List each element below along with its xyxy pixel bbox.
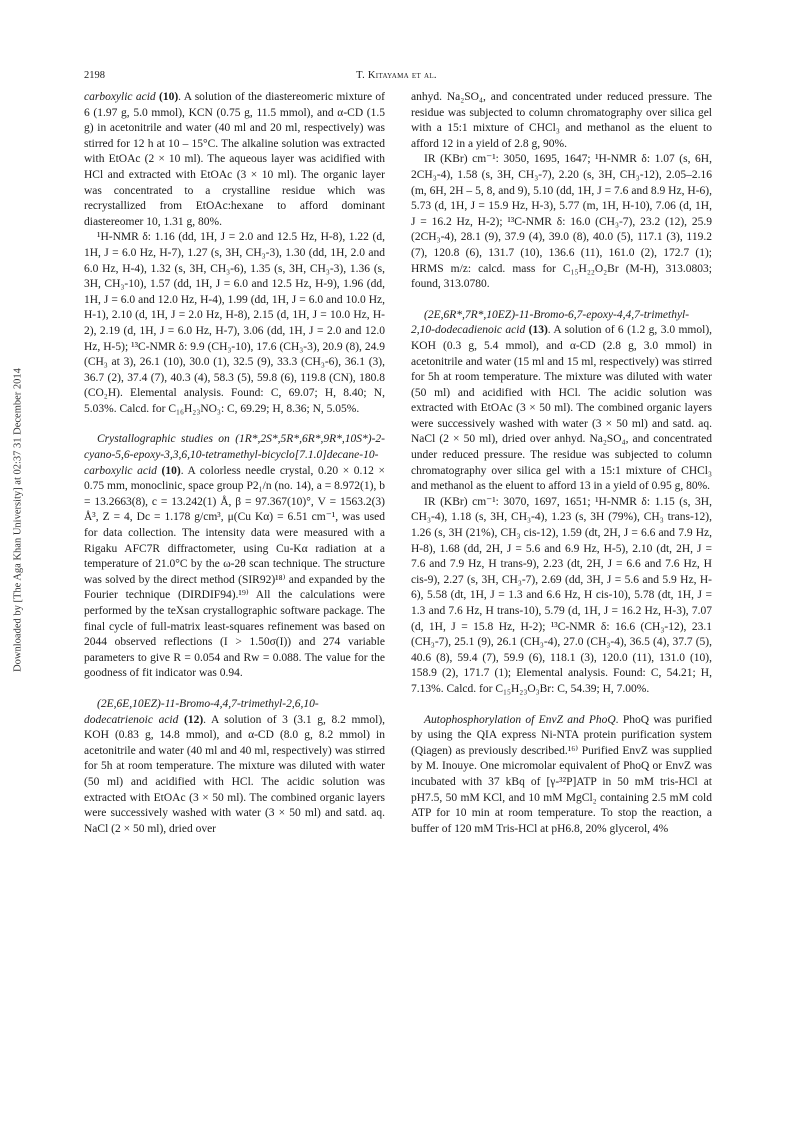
compound-heading: carboxylic acid <box>84 91 156 103</box>
running-head: T. Kitayama et al. <box>356 70 437 81</box>
paragraph-acid-12-spectra: IR (KBr) cm⁻¹: 3050, 1695, 1647; ¹H-NMR δ: 1.07 (s, 6H, 2CH₃-4), 1.58 (s, 3H, CH₃-7), 2.20 (s, 3H, CH₃-12), 2.05–2.16 (m, 6H, 2H – 5, 8, and 9), 5.10 (dd, 1H, J = 7.6 and 8.9 Hz, H-6), 5.73 (d, 1H, J = 15.9 Hz, H-3), 5.77 (m, 1H, H-10), 7.06 (d, 1H, J = 16.2 Hz, H-2); ¹³C-NMR δ: 16.0 (CH₃-7), 23.2 (12), 25.9 (2CH₃-4), 28.1 (9), 37.9 (4), 39.0 (8), 40.0 (5), 117.1 (3), 119.2 (7), 120.8 (6), 131.7 (10), 136.6 (11), 161.0 (2), 172.7 (1); HRMS m/z: calcd. mass for C₁₅H₂₂O₂Br (M-H), 313.0803; found, 313.0780. <box>411 153 712 291</box>
compound-number: (13) <box>528 324 548 337</box>
paragraph-acid-10-prep <box>84 90 385 230</box>
paragraph-text: . PhoQ was purified by using the QIA express Ni-NTA protein purification system (Qiagen) as previously described.¹⁶⁾ Purified EnvZ was supplied by M. Inouye. One micromolar equivalent of PhoQ or EnvZ was incubated with 37 kBq of [γ-³²P]ATP in 50 mM tris-HCl at pH7.5, 50 mM KCl, and 10 mM MgCl₂ containing 2.5 mM cold ATP for 10 min at room temperature. To stop the reaction, a buffer of 120 mM Tris-HCl at pH6.8, 20% glycerol, 4% <box>411 713 712 835</box>
download-note: Downloaded by [The Aga Khan University] at 02:37 31 December 2014 <box>12 368 24 672</box>
paragraph-text: . A solution of 3 (3.1 g, 8.2 mmol), KOH (0.83 g, 14.8 mmol), and α-CD (8.0 g, 8.2 mmol) in acetonitrile and water (40 ml and 40 ml, respectively) was stirred for 5h at room temperature. The mixture was diluted with water (50 ml) and acidified with HCl. The acidic solution was extracted with EtOAc (3 × 50 ml). The combined organic layers were successively washed with water (3 × 50 ml) and satd. aq. NaCl (2 × 50 ml), dried over <box>84 713 386 835</box>
page-header <box>84 70 709 86</box>
paragraph-acid-13-spectra: IR (KBr) cm⁻¹: 3070, 1697, 1651; ¹H-NMR δ: 1.15 (s, 3H, CH₃-4), 1.18 (s, 3H, CH₃-4), 1.23 (s, 3H (79%), CH₃ trans-12), 1.26 (s, 3H (21%), CH₃ cis-12), 1.59 (dt, 2H, J = 6.6 and 7.9 Hz, H-8), 1.68 (dd, 2H, J = 5.6 and 6.9 Hz, H-5), 2.10 (dt, 2H, J = 7.6 and 7.9 Hz, H trans-9), 2.23 (dt, 2H, J = 6.6 and 7.6 Hz, H cis-9), 2.27 (s, 3H, CH₃-7), 2.69 (dd, 3H, J = 5.6 and 5.9 Hz, H-6), 5.58 (dt, 1H, J = 1.3 and 6.6 Hz, H cis-10), 5.78 (dt, 1H, J = 1.3 and 7.6 Hz, H trans-10), 5.79 (d, 1H, J = 16.2 Hz, H-3), 7.07 (d, 1H, J = 15.8 Hz, H-2); ¹³C-NMR δ: 16.6 (CH₃-12), 23.1 (CH₃-7), 25.1 (9), 26.1 (CH₃-4), 27.0 (CH₃-4), 36.5 (4), 37.7 (5), 40.6 (8), 59.4 (7), 59.9 (6), 118.1 (3), 120.0 (11), 131.0 (10), 158.9 (2), 171.7 (1); Elemental analysis. Found: C, 54.21; H, 7.13%. Calcd. for C₁₅H₂₃O₃Br: C, 54.39; H, 7.00%. <box>411 495 712 695</box>
compound-number: (10) <box>161 464 181 477</box>
compound-number: (10) <box>158 91 179 103</box>
paragraph-acid-13-prep <box>411 308 712 495</box>
compound-heading: (2E,6E,10EZ)-11-Bromo-4,4,7-trimethyl-2,6,10-dodecatrienoic acid <box>84 697 319 726</box>
paragraph-acid-12-prep <box>84 697 385 837</box>
paragraph-text: . A solution of the diastereomeric mixture of 6 (1.97 g, 5.0 mmol), KCN (0.75 g, 11.5 mmol), and α-CD (1.5 g) in acetonitrile and water (40 ml and 20 ml, respectively) was stirred for 12 h at 10 – 15°C. The alkaline solution was extracted with EtOAc (2 × 10 ml). The aqueous layer was acidified with HCl and extracted with EtOAc (3 × 10 ml). The organic layer was concentrated to a crystalline residue which was recrystallized from EtOAc:hexane to afford dominant diastereomer 10, 1.31 g, 80%. <box>84 91 386 228</box>
download-watermark <box>6 120 30 920</box>
compound-heading: (2E,6R*,7R*,10EZ)-11-Bromo-6,7-epoxy-4,4,7-trimethyl-2,10-dodecadienoic acid <box>411 308 690 337</box>
paragraph-crystallography <box>84 432 385 682</box>
paragraph-text: . A colorless needle crystal, 0.20 × 0.12 × 0.75 mm, monoclinic, space group P2₁/n (no. 14), a = 8.972(1), b = 13.2663(8), c = 13.242(1) Å, β = 97.367(10)°, V = 1563.2(3) Å³, Z = 4, Dc = 1.178 g/cm³, μ(Cu Kα) = 6.51 cm⁻¹, was used for data collection. The intensity data were measured with a Rigaku AFC7R diffractometer, using Cu-Kα radiation at a temperature of 21.0°C by the ω-2θ scan technique. The structure was solved by the direct method (SIR92)¹⁸⁾ and expanded by the Fourier technique (DIRDIF94).¹⁹⁾ All the calculations were performed by the teXsan crystallographic software package. The final cycle of full-matrix least-squares refinement was based on 2044 observed reflections (I > 1.50σ(I)) and 274 variable parameters to give R = 0.054 and Rw = 0.088. The value for the goodness of fit indicator was 0.94. <box>84 464 385 680</box>
left-column <box>84 90 385 837</box>
page-number: 2198 <box>84 70 105 81</box>
paragraph-autophosphorylation <box>411 713 712 838</box>
paragraph-acid-12-workup: anhyd. Na₂SO₄, and concentrated under reduced pressure. The residue was subjected to column chromatography over silica gel with a 15:1 mixture of CHCl₃ and methanol as the eluent to afford 12 in a yield of 2.8 g, 90%. <box>411 91 712 150</box>
right-column <box>411 90 712 837</box>
paragraph-text: . A solution of 6 (1.2 g, 3.0 mmol), KOH (0.3 g, 5.4 mmol), and α-CD (2.8 g, 3.0 mmol) in acetonitrile and water (15 ml and 15 ml, respectively) was stirred for 5h at room temperature. The mixture was diluted with water (50 ml) and acidified with HCl. The acidic solution was extracted with EtOAc (3 × 50 ml). The combined organic layers were successively washed with water (3 × 50 ml) and satd. aq. NaCl (2 × 50 ml), dried over anhyd. Na₂SO₄, and concentrated under reduced pressure. The residue was subjected to column chromatography over silica gel with a 15:1 mixture of CHCl₃ and methanol as the eluent to afford 13 in a yield of 0.95 g, 80%. <box>411 324 713 493</box>
section-heading: Autophosphorylation of EnvZ and PhoQ <box>424 713 616 726</box>
compound-number: (12) <box>184 713 204 726</box>
paragraph-acid-10-nmr: ¹H-NMR δ: 1.16 (dd, 1H, J = 2.0 and 12.5 Hz, H-8), 1.22 (d, 1H, J = 6.0 Hz, H-7), 1.27 (s, 3H, CH₃-3), 1.30 (dd, 1H, 2.0 and 6.0 Hz, H-4), 1.32 (s, 3H, CH₃-6), 1.35 (s, 3H, CH₃-3), 1.36 (s, 3H, CH₃-10), 1.57 (dd, 1H, J = 6.0 and 12.5 Hz, H-9), 1.96 (dd, 1H, J = 6.0 and 12.0 Hz, H-4), 1.99 (dd, 1H, J = 6.0 and 10.0 Hz, H-1), 2.10 (d, 1H, J = 2.0 Hz, H-8), 2.15 (d, 1H, J = 10.0 Hz, H-2), 2.19 (d, 1H, J = 6.0 Hz, H-7), 3.06 (dd, 1H, J = 2.0 and 12.0 Hz, H-5); ¹³C-NMR δ: 9.9 (CH₃-10), 17.6 (CH₃-3), 20.9 (8), 24.9 (CH₃ at 3), 26.1 (10), 30.0 (1), 32.5 (9), 33.3 (CH₃-6), 36.1 (3), 36.7 (2), 37.4 (7), 40.3 (4), 58.3 (5), 59.8 (6), 119.8 (CN), 180.8 (CO₂H). Elemental analysis. Found: C, 69.07; H, 8.40; N, 5.03%. Calcd. for C₁₆H₂₃NO₃: C, 69.29; H, 8.36; N, 5.05%. <box>84 231 385 415</box>
section-heading: Crystallographic studies on (1R*,2S*,5R*,6R*,9R*,10S*)-2-cyano-5,6-epoxy-3,3,6,10-tetramethyl-bicyclo[7.1.0]decane-10-carboxylic acid <box>84 433 385 477</box>
